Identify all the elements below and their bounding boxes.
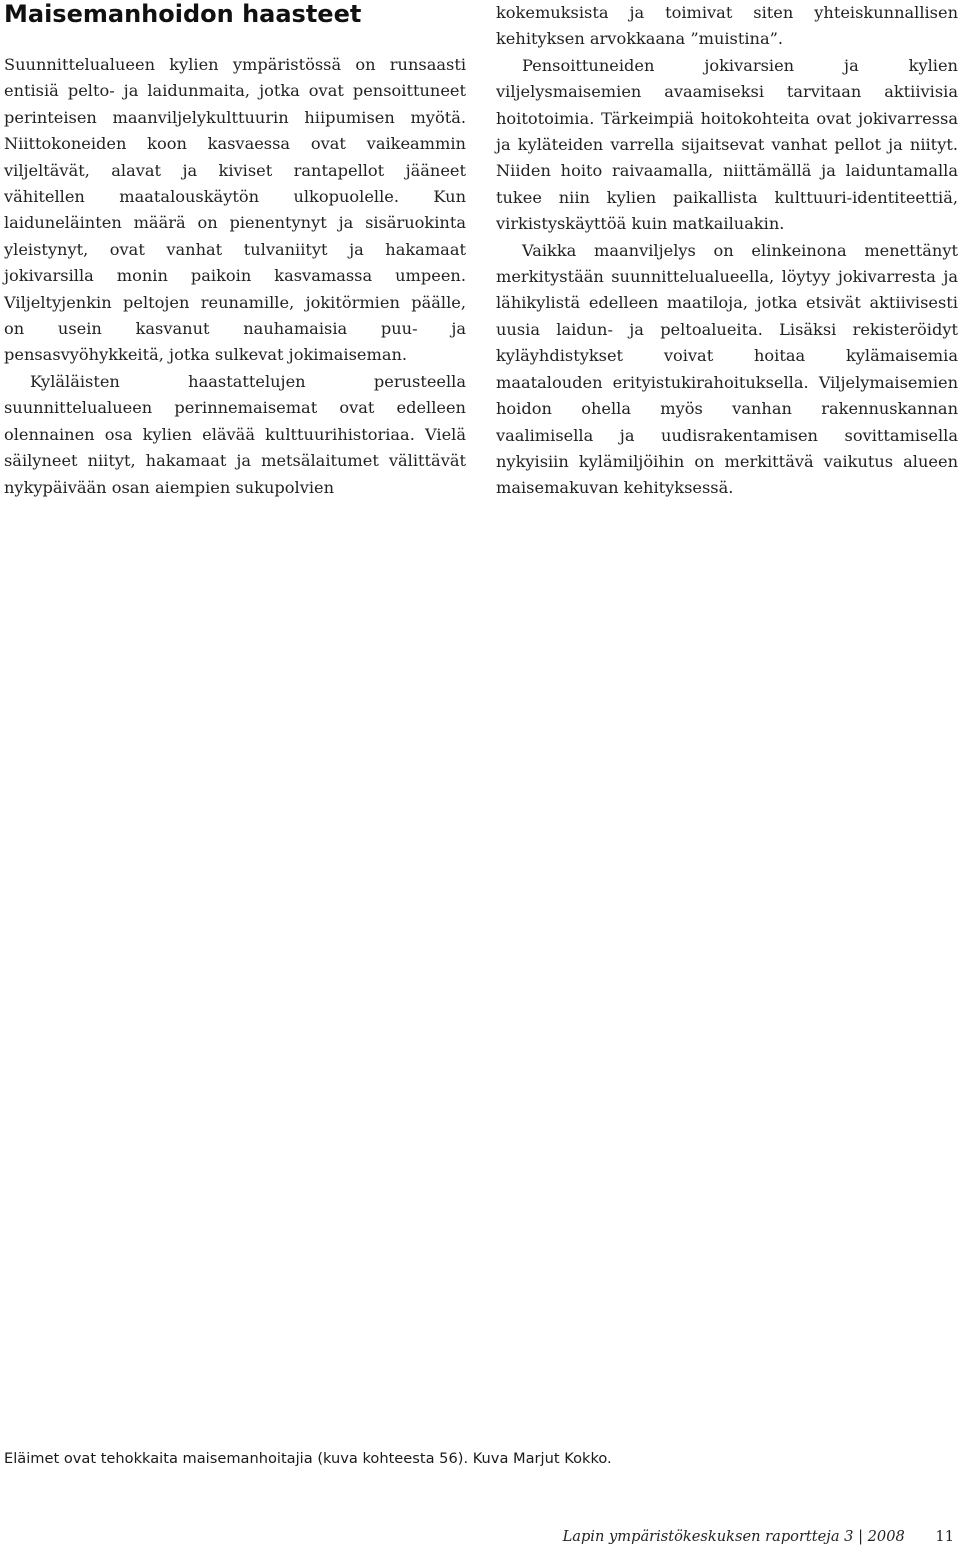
body-paragraph: Suunnittelualueen kylien ympäristössä on runsaasti entisiä pelto- ja laidunmaita, jotka ovat pensoittuneet perinteisen maanviljelykulttuurin hiipumisen myötä. Niittokoneiden koon kasvaessa ovat vaikeammin viljeltävät, alavat ja kiviset rantapellot jääneet vähitellen maatalouskäytön ulkopuolelle. Kun laiduneläinten määrä on pienentynyt ja sisäruokinta yleistynyt, ovat vanhat tulvaniityt ja hakamaat jokivarsilla monin paikoin kasvamassa umpeen. Viljeltyjenkin peltojen reunamille, jokitörmien päälle, on usein kasvanut nauhamaisia puu- ja pensasvyöhykkeitä, jotka sulkevat jokimaiseman. — [4, 55, 466, 365]
left-text-column — [4, 52, 466, 501]
body-paragraph: Vaikka maanviljelys on elinkeinona menettänyt merkitystään suunnittelualueella, löytyy jokivarresta ja lähikylistä edelleen maatiloja, jotka etsivät aktiivisesti uusia laidun- ja peltoalueita. Lisäksi rekisteröidyt kyläyhdistykset voivat hoitaa kylämaisemia maatalouden erityistukirahoituksella. Viljelymaisemien hoidon ohella myös vanhan rakennuskannan vaalimisella ja uudisrakentamisen sovittamisella nykyisiin kylämiljöihin on merkittävä vaikutus alueen maisemakuvan kehityksessä. — [496, 240, 958, 498]
body-paragraph: Pensoittuneiden jokivarsien ja kylien viljelysmaisemien avaamiseksi tarvitaan aktiivisia hoitotoimia. Tärkeimpiä hoitokohteita ovat jokivarressa ja kyläteiden varrella sijaitsevat vanhat pellot ja niityt. Niiden hoito raivaamalla, niittämällä ja laiduntamalla tukee niin kylien paikallista kulttuuri-identiteettiä, virkistyskäyttöä kuin matkailuakin. — [496, 55, 958, 234]
page-footer — [563, 1527, 954, 1547]
report-series-title: Lapin ympäristökeskuksen raportteja 3 | 2008 — [562, 1528, 905, 1545]
body-paragraph-continuation: kokemuksista ja toimivat siten yhteiskunnallisen kehityksen arvokkaana ”muistina”. — [496, 3, 958, 49]
body-paragraph: Kyläläisten haastattelujen perusteella suunnittelualueen perinnemaisemat ovat edelleen olennainen osa kylien elävää kulttuurihistoriaa. Vielä säilyneet niityt, hakamaat ja metsälaitumet välittävät nykypäivään osan aiempien sukupolvien — [4, 371, 466, 497]
photo-caption: Eläimet ovat tehokkaita maisemanhoitajia (kuva kohteesta 56). Kuva Marjut Kokko. — [4, 1450, 612, 1467]
right-text-column — [496, 0, 958, 502]
section-heading: Maisemanhoidon haasteet — [4, 0, 362, 28]
page-number: 11 — [935, 1528, 954, 1545]
